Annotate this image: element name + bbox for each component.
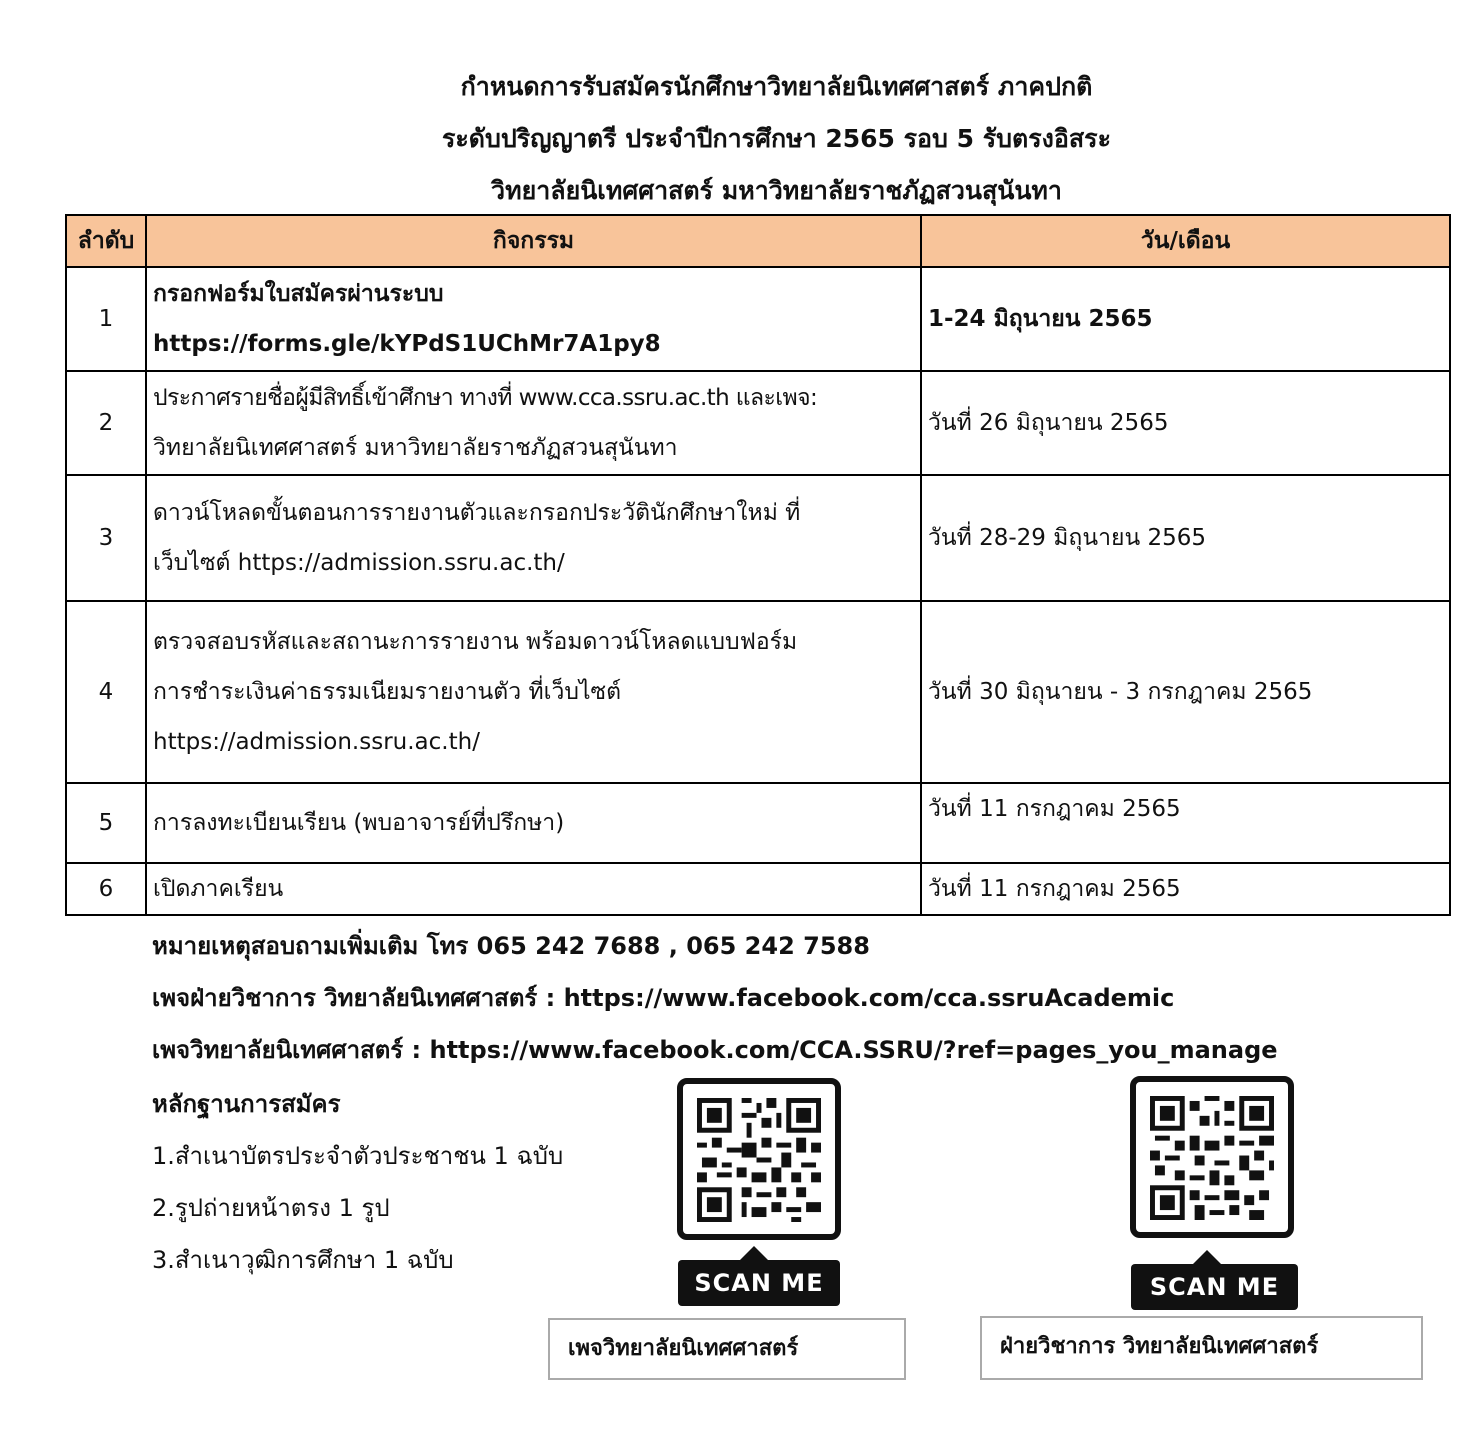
row-number: 4 bbox=[66, 601, 146, 783]
title-line-1: กำหนดการรับสมัครนักศึกษาวิทยาลัยนิเทศศาสตร์ ภาคปกติ bbox=[460, 72, 1093, 101]
table-row bbox=[66, 371, 1450, 475]
activity-line: ประกาศรายชื่อผู้มีสิทธิ์เข้าศึกษา ทางที่ www.cca.ssru.ac.th และเพจ: bbox=[153, 385, 818, 411]
row-number: 5 bbox=[66, 783, 146, 863]
title-line-3: วิทยาลัยนิเทศศาสตร์ มหาวิทยาลัยราชภัฏสวนสุนันทา bbox=[491, 176, 1062, 205]
qr-caption: เพจวิทยาลัยนิเทศศาสตร์ bbox=[548, 1318, 906, 1380]
table-row bbox=[66, 601, 1450, 783]
evidence-item: 3.สำเนาวุฒิการศึกษา 1 ฉบับ bbox=[152, 1246, 454, 1274]
row-number: 3 bbox=[66, 475, 146, 601]
activity-line: การชำระเงินค่าธรรมเนียมรายงานตัว ที่เว็บไซต์ bbox=[153, 679, 622, 705]
row-number: 2 bbox=[66, 371, 146, 475]
qr-pattern bbox=[697, 1098, 821, 1222]
row-activity bbox=[146, 475, 921, 601]
row-number: 1 bbox=[66, 267, 146, 371]
activity-link[interactable]: https://forms.gle/kYPdS1UChMr7A1py8 bbox=[153, 331, 661, 357]
evidence-item: 2.รูปถ่ายหน้าตรง 1 รูป bbox=[152, 1194, 390, 1222]
qr-code-icon[interactable] bbox=[1130, 1076, 1294, 1238]
activity-line: วิทยาลัยนิเทศศาสตร์ มหาวิทยาลัยราชภัฏสวนสุนันทา bbox=[153, 435, 678, 461]
qr-caption: ฝ่ายวิชาการ วิทยาลัยนิเทศศาสตร์ bbox=[980, 1316, 1423, 1380]
contact-note: หมายเหตุสอบถามเพิ่มเติม โทร 065 242 7688 , 065 242 7588 bbox=[152, 932, 870, 960]
academic-page-link[interactable]: เพจฝ่ายวิชาการ วิทยาลัยนิเทศศาสตร์ : https://www.facebook.com/cca.ssruAcademic bbox=[152, 984, 1175, 1012]
row-date: วันที่ 11 กรกฎาคม 2565 bbox=[921, 783, 1450, 863]
activity-line: เปิดภาคเรียน bbox=[153, 876, 284, 902]
row-date: วันที่ 28-29 มิถุนายน 2565 bbox=[921, 475, 1450, 601]
row-date: วันที่ 26 มิถุนายน 2565 bbox=[921, 371, 1450, 475]
header-activity: กิจกรรม bbox=[146, 215, 921, 267]
row-activity bbox=[146, 783, 921, 863]
evidence-item: 1.สำเนาบัตรประจำตัวประชาชน 1 ฉบับ bbox=[152, 1142, 564, 1170]
row-activity bbox=[146, 371, 921, 475]
title-line-2: ระดับปริญญาตรี ประจำปีการศึกษา 2565 รอบ 5 รับตรงอิสระ bbox=[441, 124, 1112, 153]
table-row bbox=[66, 475, 1450, 601]
row-date: 1-24 มิถุนายน 2565 bbox=[921, 267, 1450, 371]
table-header-row bbox=[66, 215, 1450, 267]
scan-me-label: SCAN ME bbox=[1131, 1264, 1298, 1310]
pointer-icon bbox=[1193, 1250, 1221, 1264]
row-activity bbox=[146, 863, 921, 915]
activity-link[interactable]: https://admission.ssru.ac.th/ bbox=[153, 729, 480, 755]
row-date: วันที่ 11 กรกฎาคม 2565 bbox=[921, 863, 1450, 915]
row-date: วันที่ 30 มิถุนายน - 3 กรกฎาคม 2565 bbox=[921, 601, 1450, 783]
activity-line: ตรวจสอบรหัสและสถานะการรายงาน พร้อมดาวน์โหลดแบบฟอร์ม bbox=[153, 629, 798, 655]
activity-line: กรอกฟอร์มใบสมัครผ่านระบบ bbox=[153, 281, 444, 307]
evidence-title: หลักฐานการสมัคร bbox=[152, 1090, 341, 1118]
row-number: 6 bbox=[66, 863, 146, 915]
college-page-link[interactable]: เพจวิทยาลัยนิเทศศาสตร์ : https://www.facebook.com/CCA.SSRU/?ref=pages_you_manage bbox=[152, 1036, 1278, 1064]
pointer-icon bbox=[740, 1246, 768, 1260]
table-row bbox=[66, 863, 1450, 915]
schedule-table bbox=[65, 214, 1451, 916]
table-row bbox=[66, 267, 1450, 371]
table-row bbox=[66, 783, 1450, 863]
row-activity bbox=[146, 267, 921, 371]
header-order: ลำดับ bbox=[66, 215, 146, 267]
row-activity bbox=[146, 601, 921, 783]
activity-link[interactable]: เว็บไซต์ https://admission.ssru.ac.th/ bbox=[153, 550, 565, 576]
qr-code-icon[interactable] bbox=[677, 1078, 841, 1240]
qr-pattern bbox=[1150, 1096, 1274, 1220]
scan-me-label: SCAN ME bbox=[678, 1260, 840, 1306]
activity-line: การลงทะเบียนเรียน (พบอาจารย์ที่ปรึกษา) bbox=[153, 810, 565, 836]
header-date: วัน/เดือน bbox=[921, 215, 1450, 267]
activity-line: ดาวน์โหลดขั้นตอนการรายงานตัวและกรอกประวัตินักศึกษาใหม่ ที่ bbox=[153, 500, 801, 526]
